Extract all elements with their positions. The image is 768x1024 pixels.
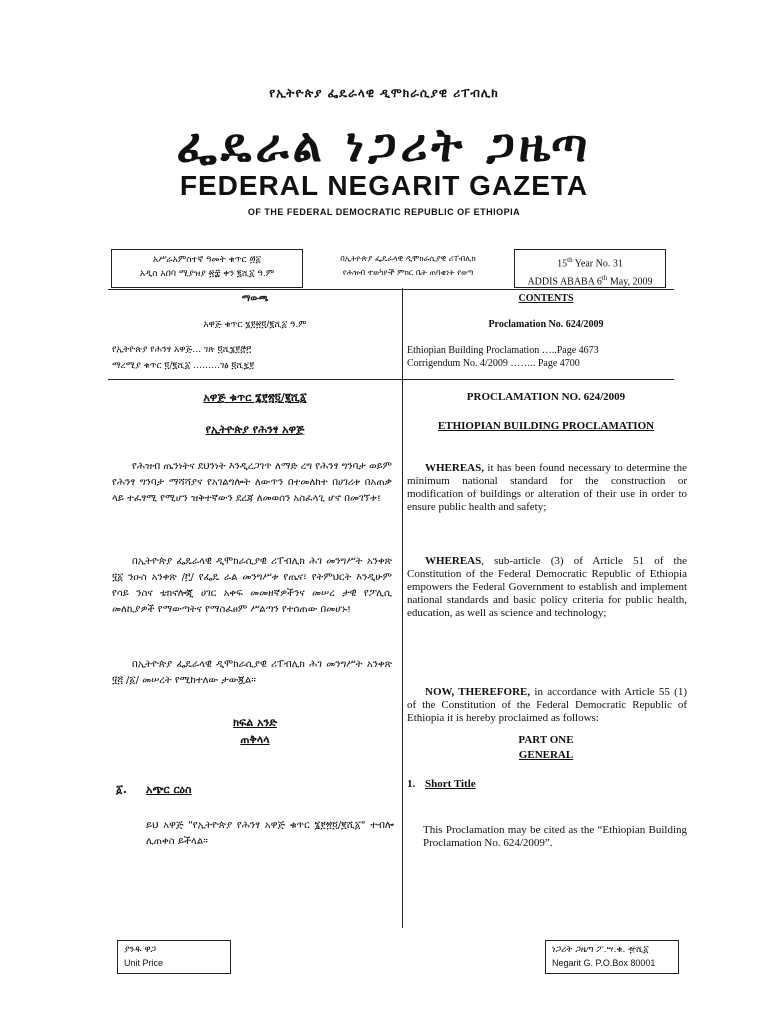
- po-box-label: Negarit G. P.O.Box 80001: [552, 958, 656, 968]
- unit-price-label: Unit Price: [124, 958, 164, 968]
- contents-proclamation: Proclamation No. 624/2009: [488, 319, 604, 330]
- preamble-1: WHEREAS, it has been found necessary to determine the minimum national standard for the construction or modification of buildings or alteration of their use in order to ensure public health and safety;: [407, 462, 687, 513]
- header-issue-amharic: [111, 249, 303, 288]
- po-box: [545, 940, 679, 974]
- preamble-2: WHEREAS, sub-article (3) of Article 51 of the Constitution of the Federal Democratic Republic of Ethiopia empowers the Federal Government to establish and implement national standards and basic policy criteria for public health, education, as well as science and technology;: [407, 555, 687, 619]
- amharic-republic-name: የኢትዮጵያ ፌዴራላዊ ዲሞክራሲያዊ ሪፐብሊክ: [269, 86, 499, 100]
- contents-heading: CONTENTS: [518, 293, 574, 304]
- contents-item2: Corrigendum No. 4/2009 …….. Page 4700: [407, 358, 580, 369]
- column-divider: [402, 288, 403, 928]
- header-issue-amharic-line1: አሥራአምስተኛ ዓመት ቁጥር ፴፩: [152, 255, 262, 265]
- amharic-proclamation-title: የኢትዮጵያ የሕንፃ አዋጅ: [205, 423, 305, 436]
- amharic-section-number: ፩.: [116, 783, 127, 796]
- proclamation-title: ETHIOPIAN BUILDING PROCLAMATION: [437, 420, 655, 432]
- unit-price-amharic: ያንዱ ዋጋ: [124, 945, 157, 955]
- contents-heading-amharic: ማውጫ: [241, 294, 269, 304]
- amharic-part-subtitle: ጠቅላላ: [240, 733, 270, 746]
- header-authority-amharic: [308, 249, 508, 286]
- section-body: This Proclamation may be cited as the “Ethiopian Building Proclamation No. 624/2009”.: [423, 824, 687, 849]
- part-subtitle: GENERAL: [518, 749, 574, 761]
- amharic-proclamation-number: አዋጅ ቁጥር ፮፻፳፬/፪ሺ፩: [203, 391, 307, 404]
- header-authority-line1: በኢትዮጵያ ፌዴራላዊ ዲሞክራሲያዊ ሪፐብሊክ: [340, 254, 476, 263]
- amharic-part-title: ክፍል አንድ: [233, 716, 277, 729]
- contents-divider: [108, 379, 674, 380]
- unit-price-box: [117, 940, 231, 974]
- po-box-amharic: ነጋሪት ጋዜጣ ፖ.ሣ.ቁ. ፹ሺ፩: [552, 945, 649, 955]
- contents-item1: Ethiopian Building Proclamation …..Page 4673: [407, 345, 599, 356]
- contents-proclamation-amharic: አዋጅ ቁጥር ፮፻፳፬/፪ሺ፩ ዓ.ም: [203, 320, 307, 330]
- header-issue-amharic-line2: አዲስ አበባ ሚያዝያ ፳፰ ቀን ፪ሺ፩ ዓ.ም: [139, 269, 275, 279]
- contents-item2-amharic: ማረሚያ ቁጥር ፬/፪ሺ፩ ………ገፅ ፬ሺ፯፻: [112, 361, 255, 371]
- proclamation-number: PROCLAMATION NO. 624/2009: [466, 391, 626, 403]
- amharic-section-title: አጭር ርዕስ: [146, 783, 192, 796]
- english-gazette-title: FEDERAL NEGARIT GAZETA: [179, 170, 589, 201]
- contents-item1-amharic: የኢትዮጵያ የሕንፃ አዋጅ… ገጽ ፬ሺ፮፻፸፫: [112, 345, 252, 355]
- header-date: ADDIS ABABA 6th May, 2009: [527, 274, 653, 288]
- part-title: PART ONE: [518, 734, 574, 746]
- header-authority-line2: የሕዝብ ተወካዮች ምክር ቤት ጠባቂነት የወጣ: [342, 268, 474, 277]
- amharic-preamble-3: በኢትዮጵያ ፌዴራላዊ ዲሞክራሲያዊ ሪፐብሊክ ሕገ መንግሥት አንቀጽ ፶፭ /፩/ መሠረት የሚከተለው ታውጇል።: [112, 659, 392, 686]
- section-title: Short Title: [425, 778, 476, 790]
- header-issue-english: [514, 249, 666, 288]
- header-divider: [108, 289, 674, 290]
- amharic-gazette-title: ፌዴራል ነጋሪት ጋዜጣ: [176, 118, 592, 172]
- english-gazette-subtitle: OF THE FEDERAL DEMOCRATIC REPUBLIC OF ETHIOPIA: [247, 207, 521, 217]
- section-number: 1.: [407, 778, 416, 790]
- header-year-number: 15th Year No. 31: [557, 256, 623, 270]
- preamble-3: NOW, THEREFORE, in accordance with Article 55 (1) of the Constitution of the Federal Democratic Republic of Ethiopia it is hereby proclaimed as follows:: [407, 686, 687, 724]
- amharic-preamble-2: በኢትዮጵያ ፌዴራላዊ ዲሞክራሲያዊ ሪፐብሊክ ሕገ መንግሥት አንቀጽ ፶፩ ንዑስ አንቀጽ /፫/ የፌዴ ራል መንግሥቱ የጤና፣ የትምህርት እንዲሁም የሳይ ንስና ቴክኖሎጂ ሀገር አቀፍ መመዘኛዎችንና መሠረ ታዊ የፖሊሲ መለኪያዎች የማውጣትና የማስፈፀም ሥልጣን የተሰጠው በመሆኑ፤: [112, 556, 392, 615]
- amharic-preamble-1: የሕዝብ ጤንነትና ደህንነት እንዲረጋገጥ ለማድ ረግ የሕንፃ ግንባታ ወይም የሕንፃ ግንባታ ማሻሻያና የአገልግሎት ለውጥን በተመለከተ በሀገሪቱ በአጠቃ ላይ ተፈፃሚ የሚሆን ዝቅተኛውን ደረጃ ለመወሰን አስፈላጊ ሆኖ በመገኘቱ፤: [112, 461, 392, 504]
- amharic-section-body: ይህ አዋጅ "የኢትዮጵያ የሕንፃ አዋጅ ቁጥር ፮፻፳፬/፪ሺ፩" ተብሎ ሊጠቀስ ይችላል።: [146, 820, 394, 847]
